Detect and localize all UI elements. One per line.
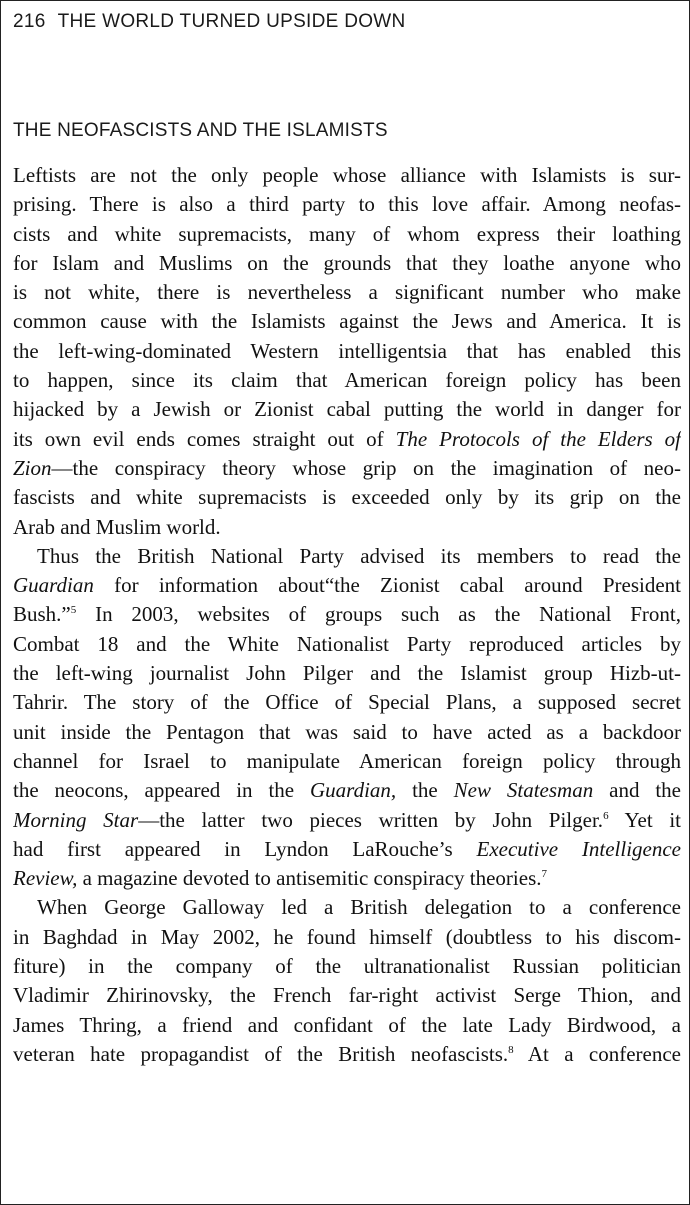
footnote-ref: 5: [70, 604, 77, 617]
footnote-ref: 6: [603, 809, 609, 822]
text-line: fascists and white supremacists is exceeded only by its grip on the: [13, 485, 681, 510]
running-header: [13, 11, 406, 33]
text-line: for Islam and Muslims on the grounds that they loathe anyone who: [13, 250, 681, 275]
text-line: to happen, since its claim that American foreign policy has been: [13, 368, 681, 393]
text-line: cists and white supremacists, many of whom express their loathing: [13, 221, 681, 246]
text-line: When George Galloway led a British delegation to a conference: [37, 895, 681, 920]
page-number: 216: [13, 11, 46, 32]
text-line: Thus the British National Party advised its members to read the: [37, 543, 681, 568]
text-line: Review, a magazine devoted to antisemitic conspiracy theories.$^7$: [13, 866, 547, 891]
text-line: Zion—the conspiracy theory whose grip on the imagination of neo-: [13, 455, 681, 480]
text-line: its own evil ends comes straight out of The Protocols of the Elders of: [13, 426, 681, 451]
text-line: had first appeared in Lyndon LaRouche’s Executive Intelligence: [13, 836, 681, 861]
text-line: veteran hate propagandist of the British neofascists.$^8$ At a conference: [13, 1041, 681, 1066]
publication-title: Guardian,: [310, 778, 397, 803]
text-line: unit inside the Pentagon that was said to have acted as a backdoor: [13, 719, 681, 744]
text-line: Vladimir Zhirinovsky, the French far-right activist Serge Thion, and: [13, 983, 681, 1008]
text-line: the left-wing-dominated Western intelligentsia that has enabled this: [13, 338, 681, 363]
text-line: is not white, there is nevertheless a significant number who make: [13, 280, 681, 305]
text-line: common cause with the Islamists against the Jews and America. It is: [13, 309, 681, 334]
body-text: [13, 161, 681, 1069]
text-line: Combat 18 and the White Nationalist Party reproduced articles by: [13, 631, 681, 656]
book-title: Zion: [13, 455, 52, 480]
text-line: James Thring, a friend and confidant of the late Lady Birdwood, a: [13, 1012, 681, 1037]
publication-title: Executive Intelligence: [476, 836, 681, 861]
text-line: Leftists are not the only people whose alliance with Islamists is sur-: [13, 163, 681, 187]
text-line: Bush.”$^5$ In 2003, websites of groups such as the National Front,: [13, 602, 681, 627]
text-line: Tahrir. The story of the Office of Special Plans, a supposed secret: [13, 690, 681, 715]
footnote-ref: 8: [508, 1043, 514, 1056]
publication-title: Review,: [13, 866, 78, 891]
text-line: the neocons, appeared in the Guardian, the New Statesman and the: [13, 778, 681, 803]
text-line: in Baghdad in May 2002, he found himself (doubtless to his discom-: [13, 924, 681, 949]
text-line: the left-wing journalist John Pilger and the Islamist group Hizb-ut-: [13, 661, 681, 686]
text-line: Guardian for information about“the Zionist cabal around President: [13, 573, 681, 598]
running-title: THE WORLD TURNED UPSIDE DOWN: [57, 11, 406, 32]
publication-title: Guardian: [13, 573, 94, 598]
text-line: Morning Star—the latter two pieces written by John Pilger.$^6$ Yet it: [13, 807, 681, 832]
publication-title: New Statesman: [453, 778, 594, 803]
footnote-ref: 7: [541, 868, 547, 881]
text-line: hijacked by a Jewish or Zionist cabal putting the world in danger for: [13, 397, 681, 422]
text-line: prising. There is also a third party to this love affair. Among neofas-: [13, 192, 681, 217]
publication-title: Morning Star: [13, 807, 139, 832]
text-line: channel for Israel to manipulate American foreign policy through: [13, 748, 681, 773]
text-line: fiture) in the company of the ultranationalist Russian politician: [13, 954, 681, 979]
section-heading: THE NEOFASCISTS AND THE ISLAMISTS: [13, 120, 388, 141]
book-title: The Protocols of the Elders of: [395, 426, 681, 451]
text-line: Arab and Muslim world.: [13, 514, 221, 539]
